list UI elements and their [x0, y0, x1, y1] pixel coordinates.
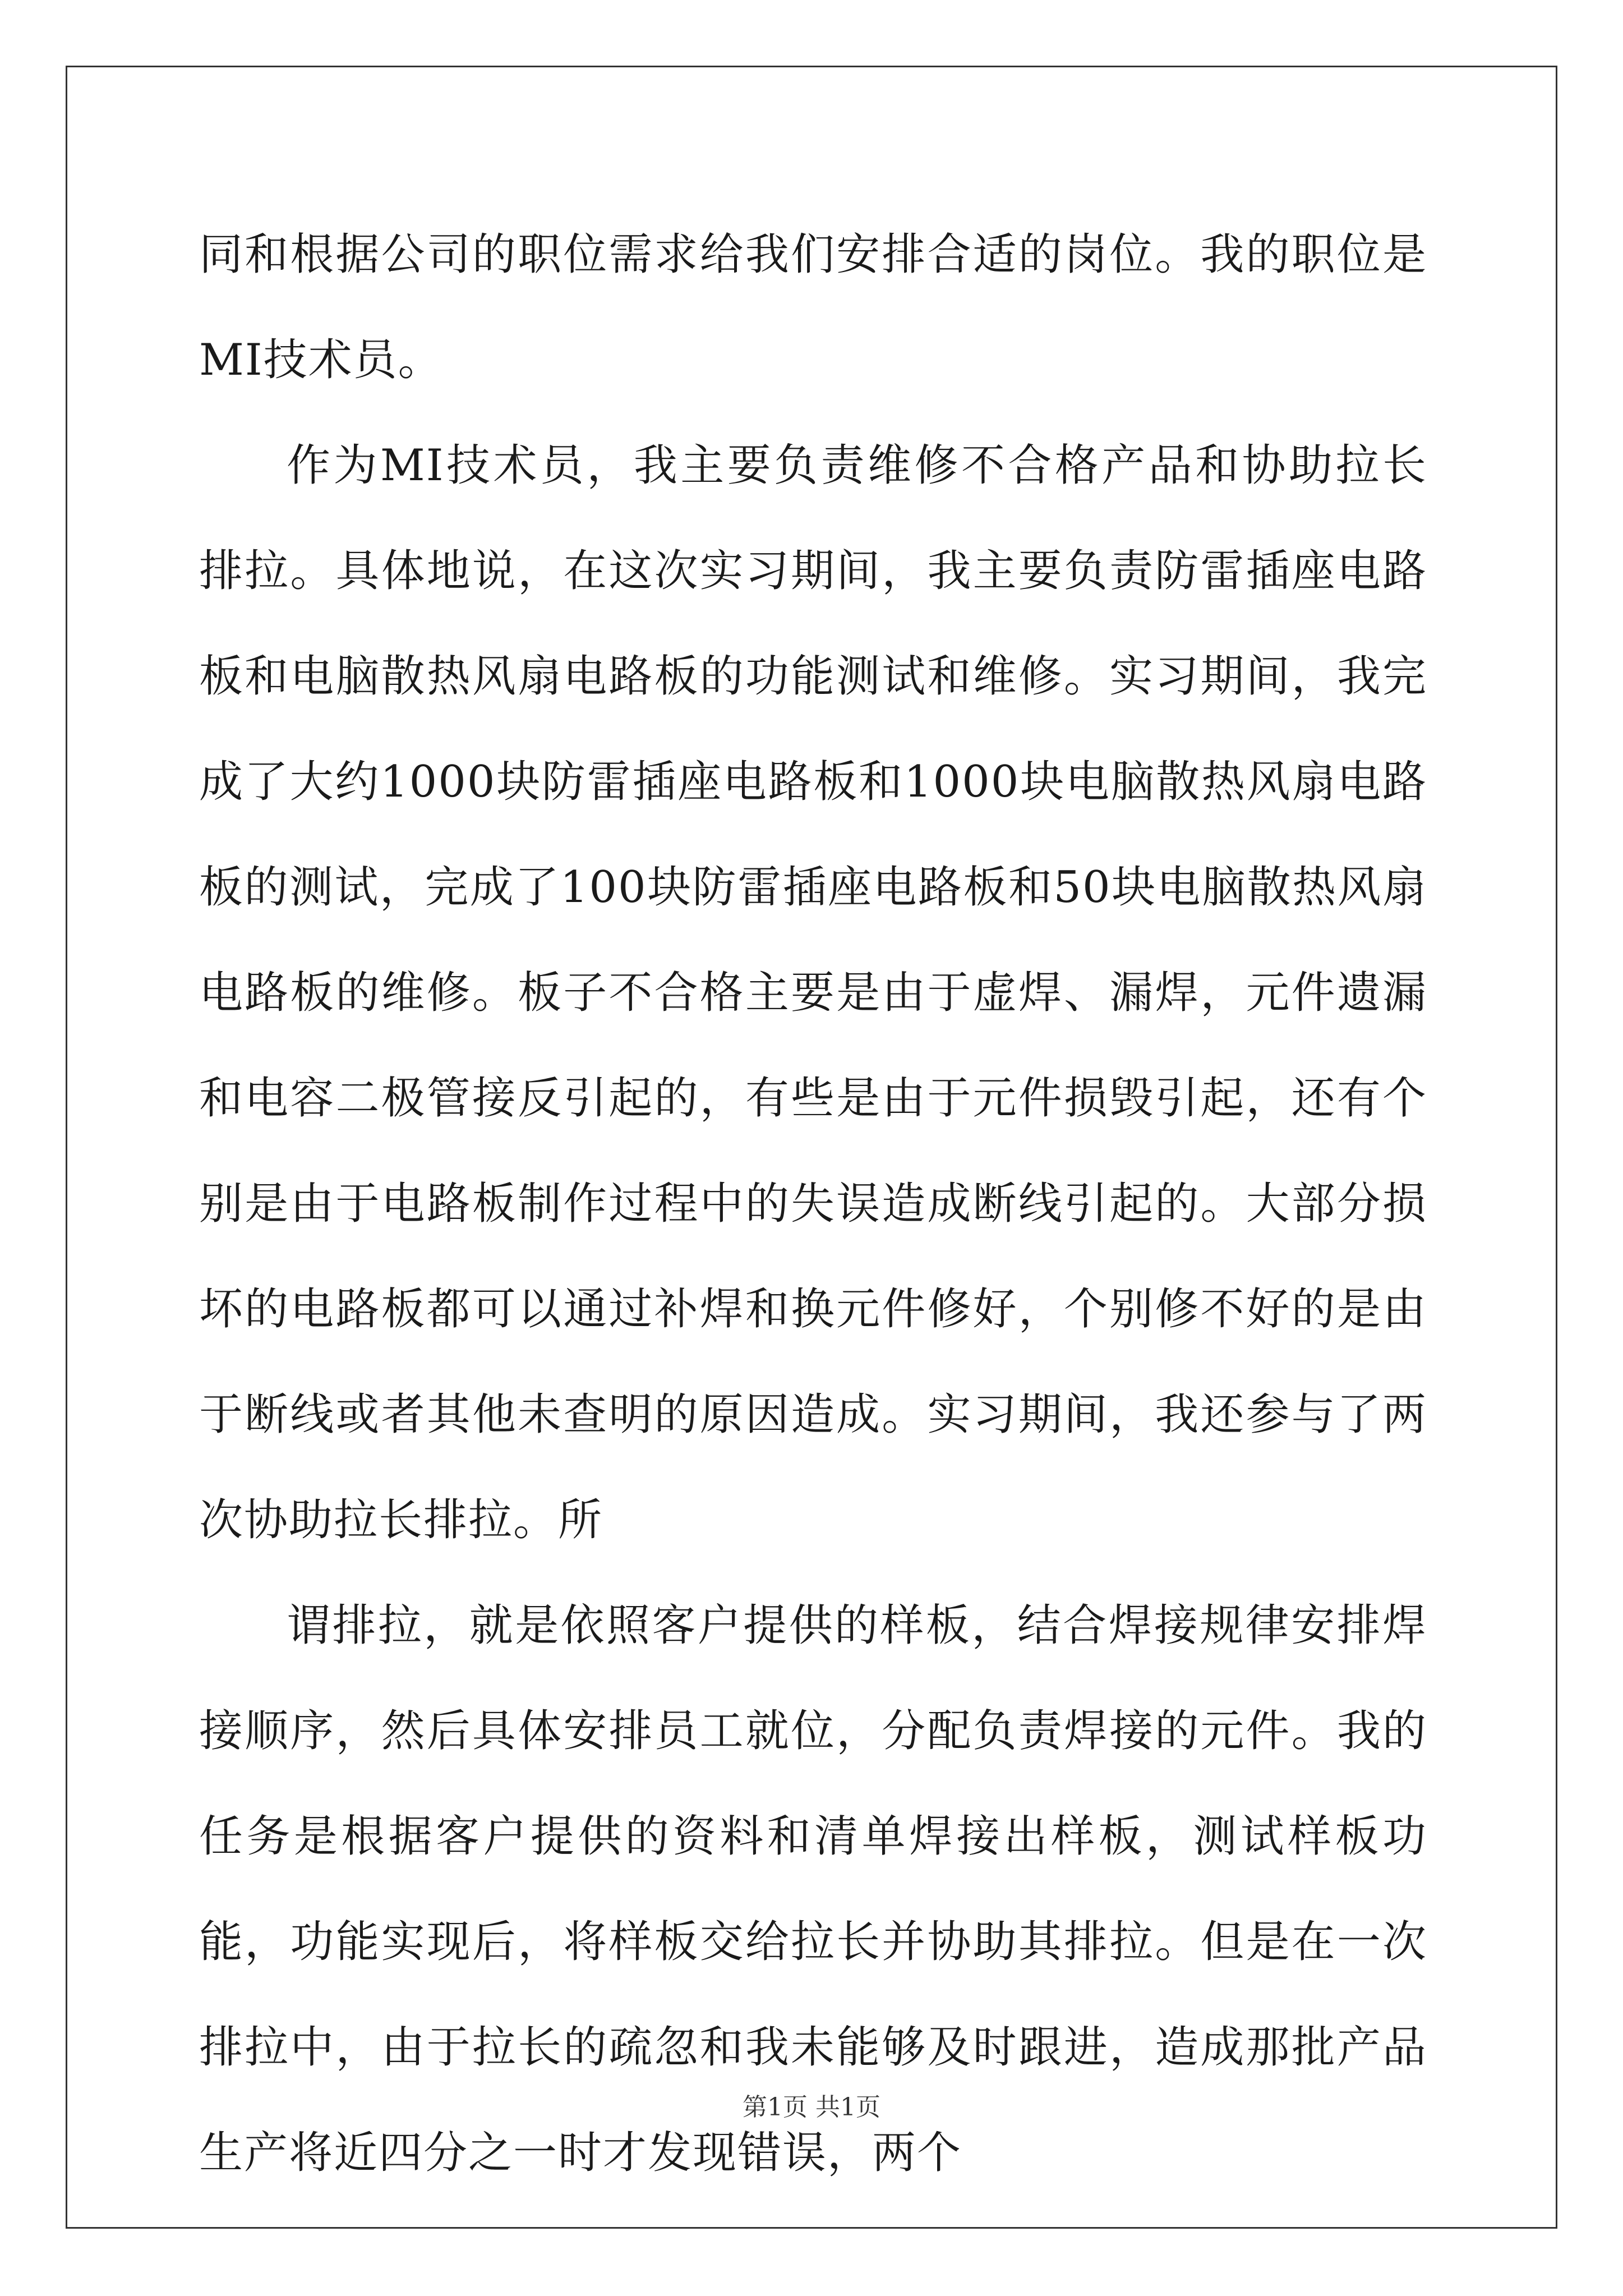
paragraph-1: 同和根据公司的职位需求给我们安排合适的岗位。我的职位是MI技术员。 [199, 229, 1427, 385]
paragraph-2: 作为MI技术员，我主要负责维修不合格产品和协助拉长排拉。具体地说，在这次实习期间，我主要负责防雷插座电路板和电脑散热风扇电路板的功能测试和维修。实习期间，我完成了大约1000块防雷插座电路板和1000块电脑散热风扇电路板的测试，完成了100块防雷插座电路板和50块电脑散热风扇电路板的维修。板子不合格主要是由于虚焊、漏焊，元件遗漏和电容二极管接反引起的，有些是由于元件损毁引起，还有个别是由于电路板制作过程中的失误造成断线引起的。大部分损坏的电路板都可以通过补焊和换元件修好，个别修不好的是由于断线或者其他未查明的原因造成。实习期间，我还参与了两次协助拉长排拉。所 [199, 440, 1427, 1545]
page-footer [0, 2091, 1623, 2124]
page-number-label: 第1页 共1页 [743, 2093, 880, 2122]
document-body [199, 202, 1427, 2206]
paragraph-3: 谓排拉，就是依照客户提供的样板，结合焊接规律安排焊接顺序，然后具体安排员工就位，分配负责焊接的元件。我的任务是根据客户提供的资料和清单焊接出样板，测试样板功能，功能实现后，将样板交给拉长并协助其排拉。但是在一次排拉中，由于拉长的疏忽和我未能够及时跟进，造成那批产品生产将近四分之一时才发现错误，两个 [199, 1600, 1427, 2178]
